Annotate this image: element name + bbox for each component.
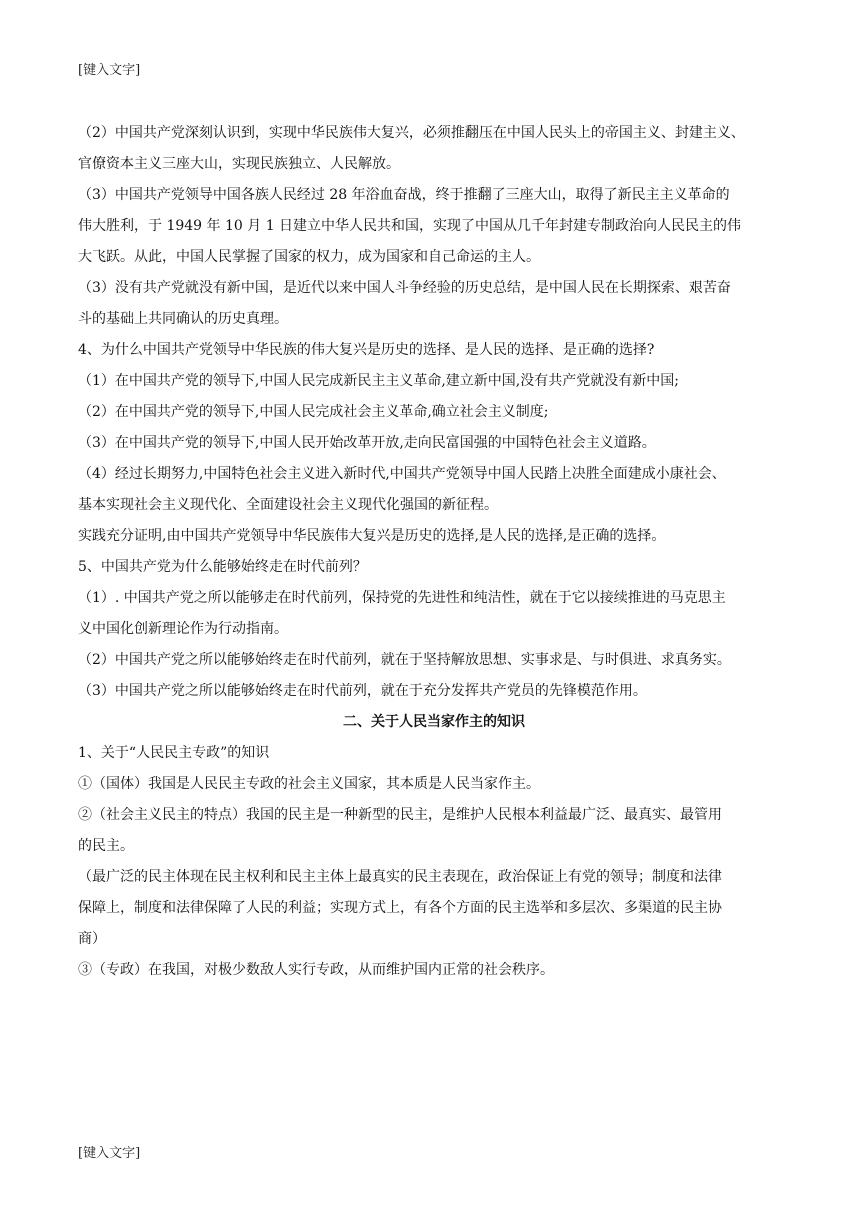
paragraph-line: （2）在中国共产党的领导下,中国人民完成社会主义革命,确立社会主义制度; bbox=[78, 404, 549, 420]
paragraph-line: 斗的基础上共同确认的历史真理。 bbox=[78, 311, 288, 327]
paragraph-line: ③（专政）在我国，对极少数敌人实行专政，从而维护国内正常的社会秩序。 bbox=[78, 962, 554, 978]
paragraph-line: （1）在中国共产党的领导下,中国人民完成新民主主义革命,建立新中国,没有共产党就没有新中国; bbox=[78, 373, 679, 389]
page-header: [键入文字] bbox=[78, 63, 141, 78]
paragraph-line: 商） bbox=[78, 931, 106, 947]
paragraph-line: （3）中国共产党之所以能够始终走在时代前列，就在于充分发挥共产党员的先锋模范作用。 bbox=[78, 683, 647, 699]
paragraph-line: 基本实现社会主义现代化、全面建设社会主义现代化强国的新征程。 bbox=[78, 497, 498, 513]
paragraph-line: （4）经过长期努力,中国特色社会主义进入新时代,中国共产党领导中国人民踏上决胜全面建成小康社会、 bbox=[78, 466, 726, 482]
paragraph-line: （最广泛的民主体现在民主权利和民主主体上最真实的民主表现在，政治保证上有党的领导；制度和法律 bbox=[78, 869, 722, 885]
paragraph-line: （3）中国共产党领导中国各族人民经过 28 年浴血奋战，终于推翻了三座大山，取得了新民主主义革命的 bbox=[78, 187, 730, 203]
paragraph-line: （3）在中国共产党的领导下,中国人民开始改革开放,走向民富国强的中国特色社会主义道路。 bbox=[78, 435, 656, 451]
paragraph-line: （2）中国共产党之所以能够始终走在时代前列，就在于坚持解放思想、实事求是、与时俱进、求真务实。 bbox=[78, 652, 731, 668]
subsection-heading: 1、关于“人民民主专政”的知识 bbox=[78, 745, 270, 761]
question-heading: 5、中国共产党为什么能够始终走在时代前列？ bbox=[78, 559, 367, 575]
page-footer: [键入文字] bbox=[78, 1146, 141, 1161]
paragraph-line: 保障上，制度和法律保障了人民的利益；实现方式上，有各个方面的民主选举和多层次、多渠道的民主协 bbox=[78, 900, 722, 916]
paragraph-line: 实践充分证明,由中国共产党领导中华民族伟大复兴是历史的选择,是人民的选择,是正确的选择。 bbox=[78, 528, 666, 544]
paragraph-line: 的民主。 bbox=[78, 838, 134, 854]
paragraph-line: ②（社会主义民主的特点）我国的民主是一种新型的民主，是维护人民根本利益最广泛、最真实、最管用 bbox=[78, 807, 722, 823]
paragraph-line: ①（国体）我国是人民民主专政的社会主义国家，其本质是人民当家作主。 bbox=[78, 776, 540, 792]
document-body bbox=[78, 118, 790, 986]
paragraph-line: 大飞跃。从此，中国人民掌握了国家的权力，成为国家和自己命运的主人。 bbox=[78, 249, 540, 265]
question-heading: 4、为什么中国共产党领导中华民族的伟大复兴是历史的选择、是人民的选择、是正确的选择? bbox=[78, 342, 655, 358]
paragraph-line: （3）没有共产党就没有新中国，是近代以来中国人斗争经验的历史总结，是中国人民在长期探索、艰苦奋 bbox=[78, 280, 731, 296]
section-title: 二、关于人民当家作主的知识 bbox=[343, 714, 525, 730]
paragraph-line: （2）中国共产党深刻认识到，实现中华民族伟大复兴，必须推翻压在中国人民头上的帝国主义、封建主义、 bbox=[78, 125, 745, 141]
paragraph-line: 义中国化创新理论作为行动指南。 bbox=[78, 621, 288, 637]
paragraph-line: （1）. 中国共产党之所以能够走在时代前列，保持党的先进性和纯洁性，就在于它以接续推进的马克思主 bbox=[78, 590, 726, 606]
paragraph-line: 伟大胜利，于 1949 年 10 月 1 日建立中华人民共和国，实现了中国从几千年封建专制政治向人民民主的伟 bbox=[78, 218, 742, 234]
paragraph-line: 官僚资本主义三座大山，实现民族独立、人民解放。 bbox=[78, 156, 400, 172]
